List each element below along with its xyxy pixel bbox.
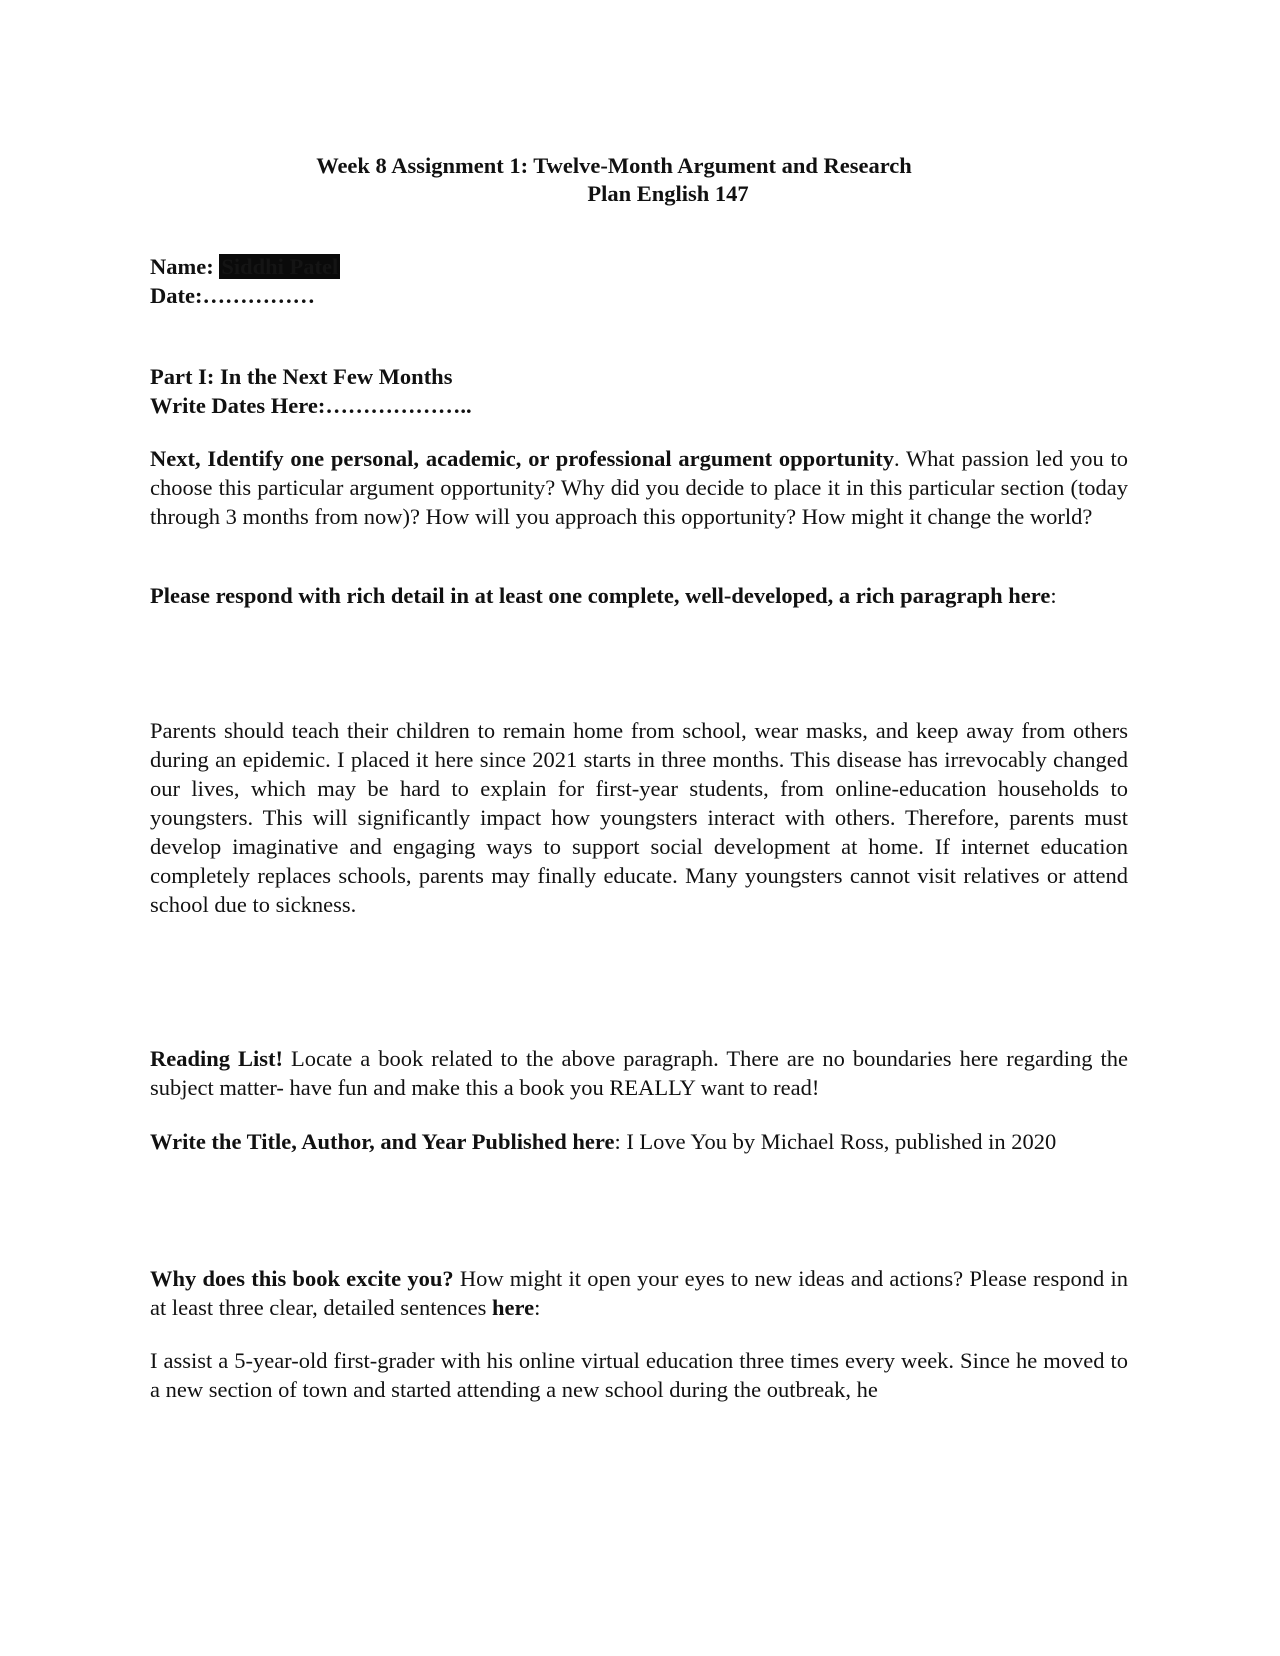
document-title-line-2: Plan English 147 [587,181,749,206]
respond-instruction [150,581,1128,610]
why-colon: : [534,1295,541,1320]
respond-bold: Please respond with rich detail in at least one complete, well-developed, a rich paragraph here [150,583,1051,608]
why-question-paragraph [150,1264,1128,1322]
part1-response-paragraph [150,716,1128,919]
book-info-value: : I Love You by Michael Ross, published in 2020 [614,1129,1057,1154]
why-answer-text: I assist a 5-year-old first-grader with his online virtual education three times every week. Since he moved to a new section of town and started attending a new school during the outbreak, he [150,1348,1128,1402]
book-info-label: Write the Title, Author, and Year Published here [150,1129,615,1154]
name-date-block [150,252,1128,310]
document-title-line-1: Week 8 Assignment 1: Twelve-Month Argument and Research [316,153,912,178]
response-text: Parents should teach their children to remain home from school, wear masks, and keep away from others during an epidemic. I placed it here since 2021 starts in three months. This disease has irrevocably changed our lives, which may be hard to explain for first-year students, from online-education households to youngsters. This will significantly impact how youngsters interact with others. Therefore, parents must develop imaginative and engaging ways to support social development at home. If internet education completely replaces schools, parents may finally educate. Many youngsters cannot visit relatives or attend school due to sickness. [150,718,1128,917]
why-question-text: How might it open your eyes to new ideas and actions? Please respond in at least three clear, detailed sentences [150,1266,1128,1320]
part1-heading: Part I: In the Next Few Months [150,364,453,389]
part1-heading-block [150,362,1128,420]
why-here-bold: here [492,1295,535,1320]
prompt-bold: Next, Identify one personal, academic, or professional argument opportunity [150,446,894,471]
part1-prompt [150,444,1128,531]
book-info-paragraph [150,1127,1128,1156]
respond-colon: : [1050,583,1057,608]
reading-list-label: Reading List! [150,1046,284,1071]
name-value-redacted: Siddhi Patel [221,254,339,279]
prompt-text: . What passion led you to choose this particular argument opportunity? Why did you decide to place it in this particular section (today through 3 months from now)? How will you approach this opportunity? How might it change the world? [150,446,1128,529]
name-label: Name: [150,254,214,279]
date-label: Date:…………… [150,283,315,308]
why-answer-paragraph [150,1346,1128,1404]
reading-list-text: Locate a book related to the above paragraph. There are no boundaries here regarding the subject matter- have fun and make this a book you REALLY want to read! [150,1046,1128,1100]
reading-list-paragraph [150,1044,1128,1102]
why-question-bold: Why does this book excite you? [150,1266,454,1291]
write-dates-label: Write Dates Here:……………….. [150,393,472,418]
